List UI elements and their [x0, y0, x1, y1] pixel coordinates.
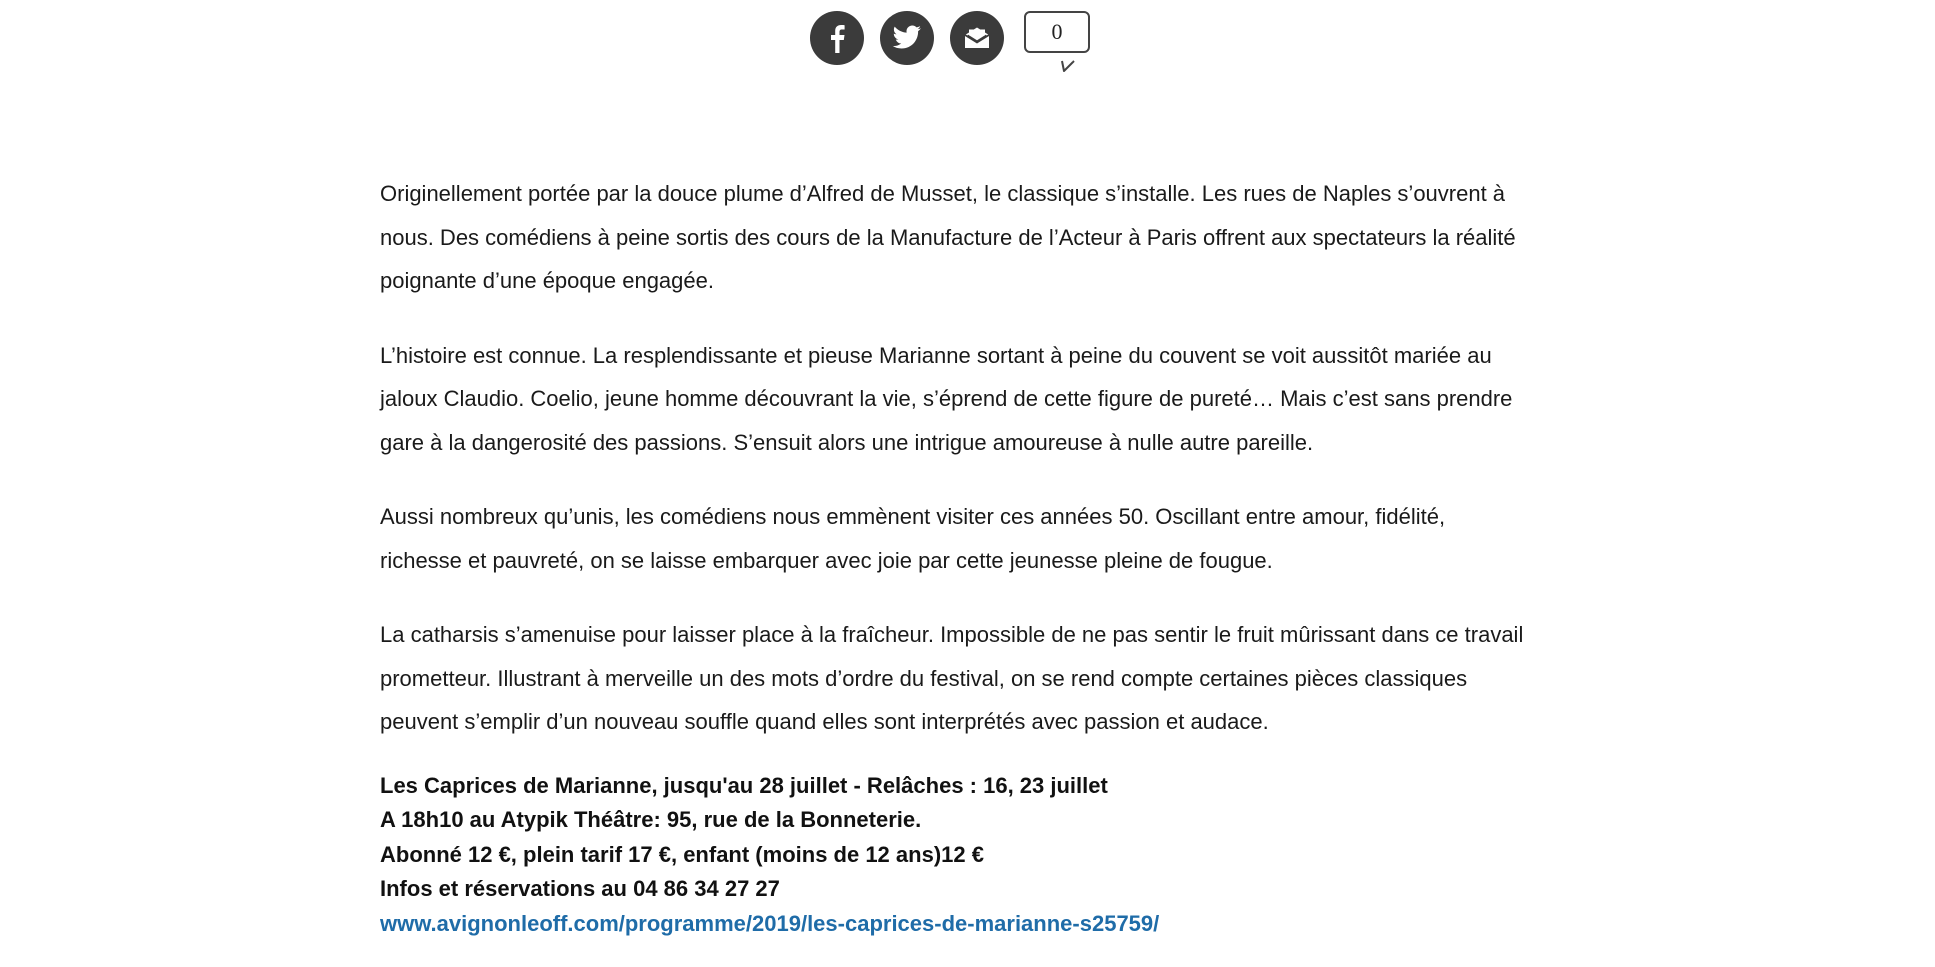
show-time-venue: A 18h10 au Atypik Théâtre: 95, rue de la Bonneterie. [380, 807, 922, 832]
email-icon [963, 26, 991, 50]
article-paragraph: L’histoire est connue. La resplendissante et pieuse Marianne sortant à peine du couvent se voit aussitôt mariée au jaloux Claudio. Coelio, jeune homme découvrant la vie, s’éprend de cette figure de pureté… Mais c’est sans prendre gare à la dangerosité des passions. S’ensuit alors une intrigue amoureuse à nulle autre pareille. [380, 342, 1513, 455]
article-paragraph: La catharsis s’amenuise pour laisser place à la fraîcheur. Impossible de ne pas sentir le fruit mûrissant dans ce travail prometteur. Illustrant à merveille un des mots d’ordre du festival, on se rend compte certaines pièces classiques peuvent s’emplir d’un nouveau souffle quand elles sont interprétés avec passion et audace. [380, 622, 1524, 734]
article-body [380, 172, 1525, 941]
share-bar [810, 11, 1090, 65]
show-prices: Abonné 12 €, plein tarif 17 €, enfant (moins de 12 ans)12 € [380, 841, 984, 867]
twitter-icon [892, 25, 922, 51]
show-info [380, 769, 1525, 942]
comment-count: 0 [1051, 19, 1063, 44]
show-reservations: Infos et réservations au 04 86 34 27 27 [380, 876, 780, 901]
show-title-dates: Les Caprices de Marianne, jusqu'au 28 juillet - Relâches : 16, 23 juillet [380, 772, 1108, 798]
facebook-share-button[interactable] [810, 11, 864, 65]
comment-count-button[interactable] [1024, 11, 1090, 53]
article-paragraph: Originellement portée par la douce plume d’Alfred de Musset, le classique s’installe. Les rues de Naples s’ouvrent à nous. Des comédiens à peine sortis des cours de la Manufacture de l’Acteur à Paris offrent aux spectateurs la réalité poignante d’une époque engagée. [380, 181, 1516, 293]
twitter-share-button[interactable] [880, 11, 934, 65]
facebook-icon [824, 23, 850, 53]
email-share-button[interactable] [950, 11, 1004, 65]
show-program-link[interactable]: www.avignonleoff.com/programme/2019/les-caprices-de-marianne-s25759/ [380, 910, 1160, 936]
article-paragraph: Aussi nombreux qu’unis, les comédiens nous emmènent visiter ces années 50. Oscillant entre amour, fidélité, richesse et pauvreté, on se laisse embarquer avec joie par cette jeunesse pleine de fougue. [380, 504, 1446, 573]
